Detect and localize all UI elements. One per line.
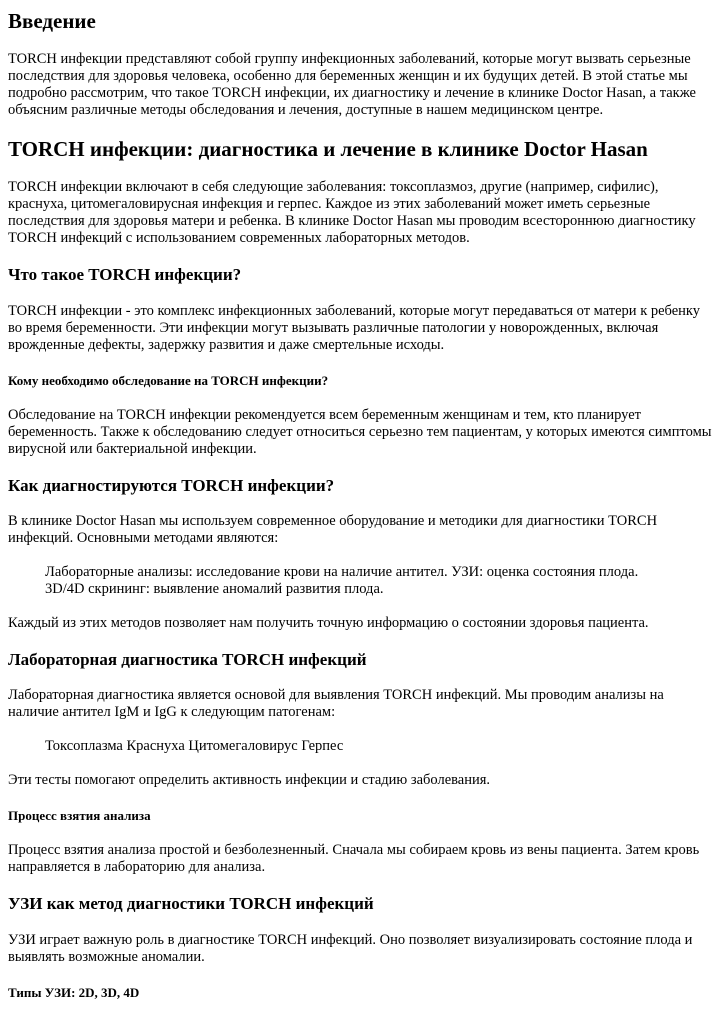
who-paragraph: Обследование на TORCH инфекции рекомендуется всем беременным женщинам и тем, кто планирует беременность. Также к обследованию следует относиться серьезно тем пациентам, у которых имеются симптомы вирусной или бактериальной инфекции. [8, 407, 712, 457]
ultrasound-types-heading: Типы УЗИ: 2D, 3D, 4D [8, 985, 140, 1000]
how-paragraph: В клинике Doctor Hasan мы используем современное оборудование и методики для диагностики TORCH инфекций. Основными методами являются: [8, 513, 658, 546]
procedure-paragraph: Процесс взятия анализа простой и безболезненный. Сначала мы собираем кровь из вены пациента. Затем кровь направляется в лабораторию для анализа. [8, 842, 700, 875]
procedure-heading: Процесс взятия анализа [8, 808, 151, 823]
intro-heading: Введение [8, 9, 96, 33]
ultrasound-heading: УЗИ как метод диагностики TORCH инфекций [8, 894, 374, 913]
main-paragraph: TORCH инфекции включают в себя следующие заболевания: токсоплазмоз, другие (например, сифилис), краснуха, цитомегаловирусная инфекция и герпес. Каждое из этих заболеваний может иметь серьезные последствия для здоровья матери и ребенка. В клинике Doctor Hasan мы проводим всестороннюю диагностику TORCH инфекций с использованием современных лабораторных методов. [8, 179, 696, 246]
how-heading: Как диагностируются TORCH инфекции? [8, 476, 335, 495]
lab-paragraph-2: Эти тесты помогают определить активность инфекции и стадию заболевания. [8, 772, 491, 788]
lab-pathogens-list: Токсоплазма Краснуха Цитомегаловирус Герпес [45, 738, 344, 754]
how-paragraph-2: Каждый из этих методов позволяет нам получить точную информацию о состоянии здоровья пациента. [8, 615, 649, 631]
main-heading: TORCH инфекции: диагностика и лечение в клинике Doctor Hasan [8, 137, 648, 161]
what-heading: Что такое TORCH инфекции? [8, 265, 242, 284]
how-methods-list: Лабораторные анализы: исследование крови на наличие антител. УЗИ: оценка состояния плода. 3D/4D скрининг: выявление аномалий развития плода. [45, 564, 639, 597]
what-paragraph: TORCH инфекции - это комплекс инфекционных заболеваний, которые могут передаваться от матери к ребенку во время беременности. Эти инфекции могут вызывать различные патологии у новорожденных, включая врожденные дефекты, задержку развития и даже смертельные исходы. [8, 303, 701, 353]
lab-paragraph: Лабораторная диагностика является основой для выявления TORCH инфекций. Мы проводим анализы на наличие антител IgM и IgG к следующим патогенам: [8, 687, 664, 720]
lab-heading: Лабораторная диагностика TORCH инфекций [8, 650, 367, 669]
who-heading: Кому необходимо обследование на TORCH инфекции? [8, 373, 329, 388]
article [0, 8, 720, 1001]
ultrasound-paragraph: УЗИ играет важную роль в диагностике TORCH инфекций. Оно позволяет визуализировать состояние плода и выявлять возможные аномалии. [8, 932, 693, 965]
intro-paragraph: TORCH инфекции представляют собой группу инфекционных заболеваний, которые могут вызвать серьезные последствия для здоровья человека, особенно для беременных женщин и их будущих детей. В этой статье мы подробно рассмотрим, что такое TORCH инфекции, их диагностику и лечение в клинике Doctor Hasan, а также объясним различные методы обследования и лечения, доступные в нашем медицинском центре. [8, 51, 696, 118]
